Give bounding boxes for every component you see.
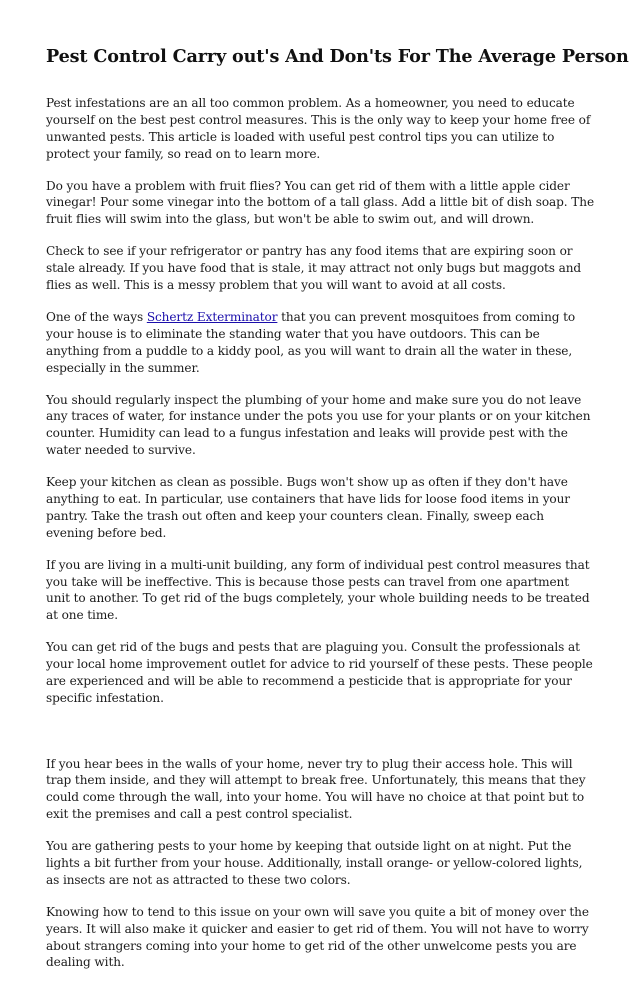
paragraph-mosquitoes-after: that you can prevent mosquitoes from coming to your house is to eliminate the standing water that you have outdoors. This can be anything from a puddle to a kiddy pool, as you will want to drain all the water in these, especially in the summer. [46, 310, 576, 375]
paragraph-bees: If you hear bees in the walls of your home, never try to plug their access hole. This will trap them inside, and they will attempt to break free. Unfortunately, this means that they could come through the wall, into your home. You will have no choice at that point but to exit the premises and call a pest control specialist. [46, 756, 586, 822]
paragraph-conclusion: Knowing how to tend to this issue on your own will save you quite a bit of money over the years. It will also make it quicker and easier to get rid of them. You will not have to worry about strangers coming into your home to get rid of the other unwelcome pests you are dealing with. [46, 904, 589, 970]
paragraph-kitchen: Keep your kitchen as clean as possible. Bugs won't show up as often if they don't have anything to eat. In particular, use containers that have lids for loose food items in your pantry. Take the trash out often and keep your counters clean. Finally, sweep each evening before bed. [46, 475, 570, 540]
paragraph-fruit-flies: Do you have a problem with fruit flies? You can get rid of them with a little apple cider vinegar! Pour some vinegar into the bottom of a tall glass. Add a little bit of dish soap. The fruit flies will swim into the glass, but won't be able to swim out, and will drown. [46, 178, 595, 227]
paragraph-outside-light: You are gathering pests to your home by keeping that outside light on at night. Put the lights a bit further from your house. Additionally, install orange- or yellow-colored lights, as insects are not as attracted to these two colors. [46, 839, 583, 887]
paragraph-mosquitoes-before: One of the ways [46, 310, 147, 324]
paragraph-multi-unit: If you are living in a multi-unit building, any form of individual pest control measures that you take will be ineffective. This is because those pests can travel from one apartment unit to another. To get rid of the bugs completely, your whole building needs to be treated at one time. [46, 557, 590, 623]
schertz-exterminator-link[interactable]: Schertz Exterminator [146, 310, 278, 324]
document-title: Pest Control Carry out's And Don'ts For The Average Person [46, 46, 629, 67]
document-body [46, 95, 594, 971]
paragraph-refrigerator: Check to see if your refrigerator or pantry has any food items that are expiring soon or stale already. If you have food that is stale, it may attract not only bugs but maggots and flies as well. This is a messy problem that you will want to avoid at all costs. [46, 244, 582, 292]
paragraph-intro: Pest infestations are an all too common problem. As a homeowner, you need to educate yourself on the best pest control measures. This is the only way to keep your home free of unwanted pests. This article is loaded with useful pest control tips you can utilize to protect your family, so read on to learn more. [46, 96, 591, 161]
paragraph-plumbing: You should regularly inspect the plumbing of your home and make sure you do not leave any traces of water, for instance under the pots you use for your plants or on your kitchen counter. Humidity can lead to a fungus infestation and leaks will provide pest with the water needed to survive. [46, 392, 591, 458]
paragraph-mosquitoes [46, 309, 594, 376]
paragraph-professionals: You can get rid of the bugs and pests that are plaguing you. Consult the professionals at your local home improvement outlet for advice to rid yourself of these pests. These people are experienced and will be able to recommend a pesticide that is appropriate for your specific infestation. [46, 640, 593, 705]
document-page [46, 46, 629, 986]
